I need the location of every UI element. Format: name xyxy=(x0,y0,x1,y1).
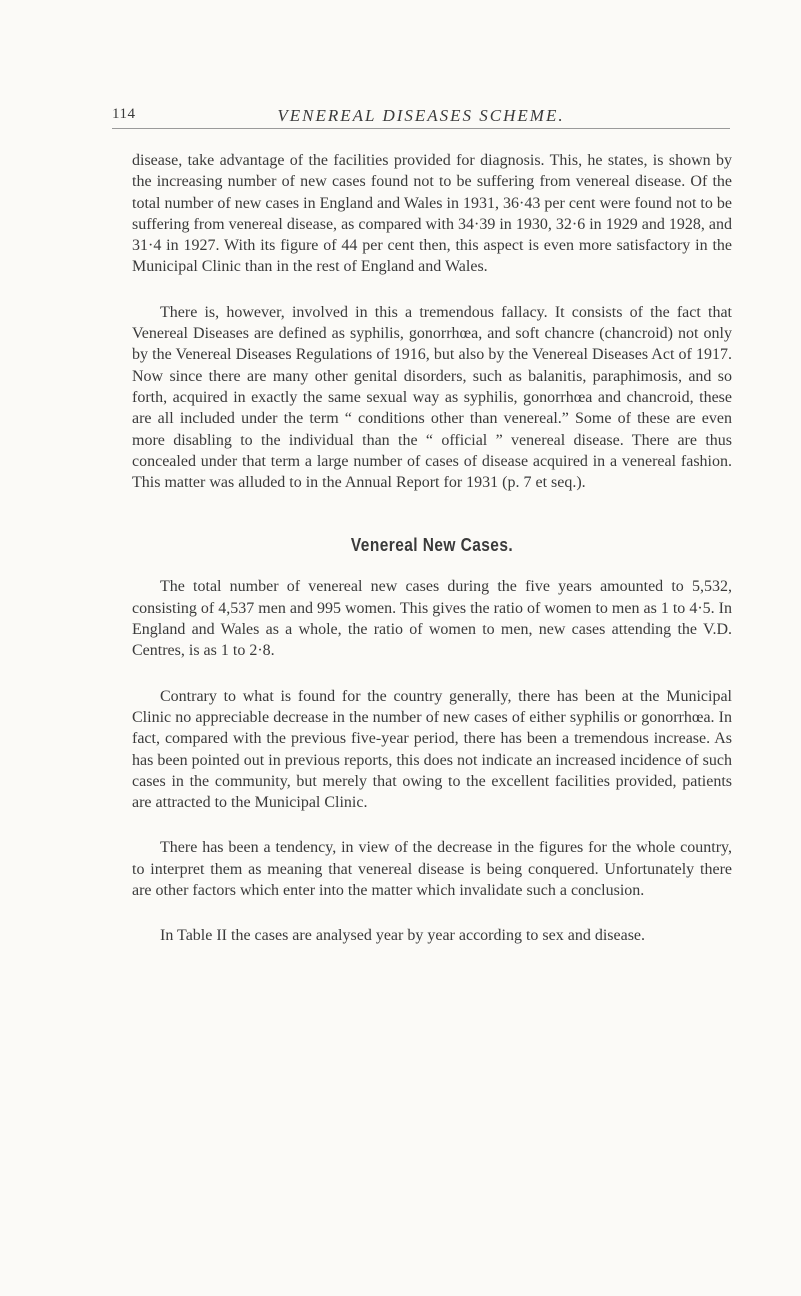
section-heading: Venereal New Cases. xyxy=(350,535,514,556)
page-number: 114 xyxy=(112,106,136,122)
paragraph-4: Contrary to what is found for the country generally, there has been at the Municipal Clinic no appreciable decrease in the number of new cases of either syphilis or gonorrhœa. In fact, compared with the previous five-year period, there has been a tremendous increase. As has been pointed out in previous reports, this does not indicate an increased incidence of such cases in the community, but merely that owing to the excellent facilities provided, patients are attracted to the Municipal Clinic. xyxy=(132,687,732,812)
paragraph-6: In Table II the cases are analysed year by year according to sex and disease. xyxy=(160,927,646,945)
paragraph-2: There is, however, involved in this a tremendous fallacy. It consists of the fact that Venereal Diseases are defined as syphilis, gonorrhœa, and soft chancre (chancroid) not only by the Venereal Diseases Regulations of 1916, but also by the Venereal Diseases Act of 1917. Now since there are many other genital disorders, such as balanitis, paraphimosis, and so forth, acquired in exactly the same sexual way as syphilis, gonorrhœa and chancroid, these are all included under the term “ conditions other than venereal.” Some of these are even more disabling to the individual than the “ official ” venereal disease. There are thus concealed under that term a large number of cases of disease acquired in a venereal fashion. This matter was alluded to in the Annual Report for 1931 (p. 7 et seq.). xyxy=(132,303,732,492)
paragraph-1: disease, take advantage of the facilities provided for diagnosis. This, he states, is shown by the increasing number of new cases found not to be suffering from venereal disease. Of the total number of new cases in England and Wales in 1931, 36·43 per cent were found not to be suffering from venereal disease, as compared with 34·39 in 1930, 32·6 in 1929 and 1928, and 31·4 in 1927. With its figure of 44 per cent then, this aspect is even more satisfactory in the Municipal Clinic than in the rest of England and Wales. xyxy=(132,152,732,276)
page-header xyxy=(112,106,730,129)
body-text xyxy=(132,150,732,947)
running-head: VENEREAL DISEASES SCHEME. xyxy=(277,106,565,125)
paragraph-3: The total number of venereal new cases during the five years amounted to 5,532, consisting of 4,537 men and 995 women. This gives the ratio of women to men as 1 to 4·5. In England and Wales as a whole, the ratio of women to men, new cases attending the V.D. Centres, is as 1 to 2·8. xyxy=(132,578,732,660)
paragraph-5: There has been a tendency, in view of the decrease in the figures for the whole country, to interpret them as meaning that venereal disease is being conquered. Unfortunately there are other factors which enter into the matter which invalidate such a conclusion. xyxy=(132,839,732,900)
